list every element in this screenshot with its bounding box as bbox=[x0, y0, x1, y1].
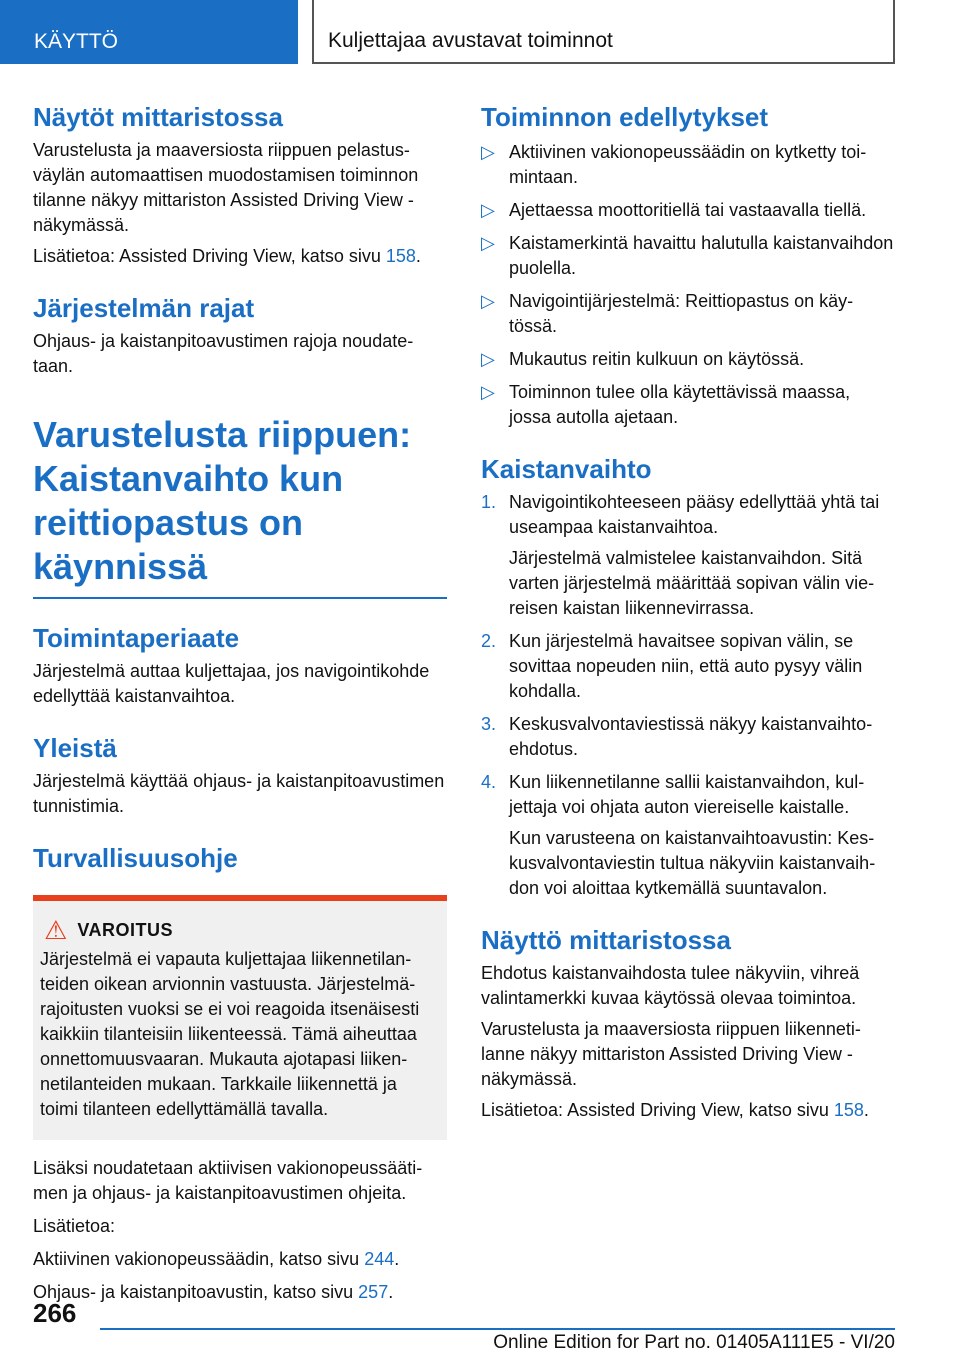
reference-steering: Ohjaus- ja kaistanpitoavustin, katso sivu 257. bbox=[33, 1282, 394, 1302]
list-item-text: Kaistamerkintä havaittu halutulla kaistanvaihdon puolella. bbox=[509, 233, 894, 278]
heading-principle: Toimintaperiaate bbox=[33, 623, 240, 653]
list-item bbox=[481, 289, 895, 339]
reference-text: Lisätietoa: Assisted Driving View, katso sivu bbox=[481, 1100, 834, 1120]
paragraph-display-1: Ehdotus kaistanvaihdosta tulee näkyviin, vihreä valintamerkki kuvaa käytössä olevaa toimintoa. bbox=[481, 963, 860, 1008]
page-number: 266 bbox=[33, 1298, 77, 1328]
heading-display: Näytöt mittaristossa bbox=[33, 102, 283, 132]
triangle-bullet-icon: ▷ bbox=[481, 291, 495, 311]
paragraph-principle: Järjestelmä auttaa kuljettajaa, jos navigointikohde edellyttää kaistanvaihtoa. bbox=[33, 661, 430, 706]
warning-triangle-icon: ⚠ bbox=[44, 915, 68, 945]
step-item bbox=[481, 712, 895, 762]
heading-prerequisites: Toiminnon edellytykset bbox=[481, 102, 769, 132]
list-item bbox=[481, 380, 895, 430]
list-item bbox=[481, 198, 895, 223]
step-item bbox=[481, 629, 895, 704]
footer-divider bbox=[100, 1328, 895, 1330]
reference-text: Ohjaus- ja kaistanpitoavustin, katso sivu bbox=[33, 1282, 359, 1302]
reference-acc: Aktiivinen vakionopeussäädin, katso sivu 244. bbox=[33, 1249, 400, 1269]
triangle-bullet-icon: ▷ bbox=[481, 200, 495, 220]
paragraph-display: Varustelusta ja maaversiosta riippuen pelastusväylän automaattisen muodostamisen toiminnon tilanne näkyy mittariston Assisted Driving View -näkymässä. bbox=[33, 140, 419, 235]
footer-edition: Online Edition for Part no. 01405A111E5 - VI/20 bbox=[493, 1332, 895, 1353]
list-item bbox=[481, 347, 895, 372]
triangle-bullet-icon: ▷ bbox=[481, 349, 495, 369]
step-number: 2. bbox=[481, 631, 497, 651]
triangle-bullet-icon: ▷ bbox=[481, 233, 495, 253]
chapter-title: Kuljettajaa avustavat toiminnot bbox=[312, 0, 895, 64]
step-item bbox=[481, 490, 895, 621]
paragraph-limits: Ohjaus- ja kaistanpitoavustimen rajoja noudatetaan. bbox=[33, 331, 414, 376]
warning-header bbox=[40, 917, 437, 943]
warning-text: Järjestelmä ei vapauta kuljettajaa liikennetilanteiden oikean arvionnin vastuusta. Järjestelmärajoitusten vuoksi se ei voi reagoida itsenäisesti kaikkiin tilanteisiin liikenteessä. Tämä aiheuttaa onnettomuusvaaran. Mukauta ajotapasi liikennetilanteiden mukaan. Tarkkaile liikennettä ja toimi tilanteen edellyttämällä tavalla. bbox=[40, 949, 420, 1119]
prerequisite-list bbox=[481, 140, 895, 430]
section-heading: Varustelusta riippuen: Kaistanvaihto kun reittiopastus on käynnissä bbox=[33, 413, 447, 599]
heading-display-right: Näyttö mittaristossa bbox=[481, 925, 731, 955]
reference-display: Lisätietoa: Assisted Driving View, katso sivu 158. bbox=[33, 246, 421, 266]
paragraph-display-2: Varustelusta ja maaversiosta riippuen liikennetilanne näkyy mittariston Assisted Driving View -näkymässä. bbox=[481, 1019, 861, 1089]
step-subtext: Järjestelmä valmistelee kaistanvaihdon. Sitä varten järjestelmä määrittää sopivan välin viereisen kaistan liikennevirrassa. bbox=[509, 548, 875, 618]
left-column bbox=[33, 100, 447, 1305]
list-item-text: Toiminnon tulee olla käytettävissä maassa, jossa autolla ajetaan. bbox=[509, 382, 851, 427]
page-link-158-right[interactable]: 158 bbox=[833, 1100, 864, 1120]
list-item-text: Ajettaessa moottoritiellä tai vastaavalla tiellä. bbox=[509, 200, 867, 220]
paragraph-general: Järjestelmä käyttää ohjaus- ja kaistanpitoavustimen tunnistimia. bbox=[33, 771, 445, 816]
step-text: Kun liikennetilanne sallii kaistanvaihdon, kuljettaja voi ohjata auton viereiselle kaistalle. bbox=[509, 772, 865, 817]
step-text: Navigointikohteeseen pääsy edellyttää yhtä tai useampaa kaistanvaihtoa. bbox=[509, 492, 880, 537]
list-item-text: Navigointijärjestelmä: Reittiopastus on käytössä. bbox=[509, 291, 854, 336]
step-number: 4. bbox=[481, 772, 497, 792]
list-item-text: Mukautus reitin kulkuun on käytössä. bbox=[509, 349, 805, 369]
reference-text: Aktiivinen vakionopeussäädin, katso sivu bbox=[33, 1249, 365, 1269]
heading-general: Yleistä bbox=[33, 733, 117, 763]
reference-text: Lisätietoa: Assisted Driving View, katso sivu bbox=[33, 246, 386, 266]
page-link-244[interactable]: 244 bbox=[364, 1249, 395, 1269]
triangle-bullet-icon: ▷ bbox=[481, 142, 495, 162]
step-text: Keskusvalvontaviestissä näkyy kaistanvaihtoehdotus. bbox=[509, 714, 873, 759]
list-item-text: Aktiivinen vakionopeussäädin on kytketty toimintaan. bbox=[509, 142, 867, 187]
step-item bbox=[481, 770, 895, 901]
page-link-158[interactable]: 158 bbox=[385, 246, 416, 266]
warning-title: VAROITUS bbox=[77, 919, 173, 940]
page-link-257[interactable]: 257 bbox=[358, 1282, 389, 1302]
step-text: Kun järjestelmä havaitsee sopivan välin, se sovittaa nopeuden niin, että auto pysyy välin kohdalla. bbox=[509, 631, 863, 701]
heading-lanechange: Kaistanvaihto bbox=[481, 454, 652, 484]
heading-limits: Järjestelmän rajat bbox=[33, 293, 255, 323]
reference-display-right: Lisätietoa: Assisted Driving View, katso sivu 158. bbox=[481, 1100, 869, 1120]
section-tab: KÄYTTÖ bbox=[0, 0, 298, 64]
step-number: 3. bbox=[481, 714, 497, 734]
list-item bbox=[481, 231, 895, 281]
triangle-bullet-icon: ▷ bbox=[481, 382, 495, 402]
paragraph-observe: Lisäksi noudatetaan aktiivisen vakionopeussäätimen ja ohjaus- ja kaistanpitoavustimen ohjeita. bbox=[33, 1158, 423, 1203]
step-subtext: Kun varusteena on kaistanvaihtoavustin: Keskusvalvontaviestin tultua näkyviin kaistanvaihdon voi aloittaa kytkemällä suuntavalon. bbox=[509, 828, 876, 898]
steps-list bbox=[481, 490, 895, 901]
list-item bbox=[481, 140, 895, 190]
step-number: 1. bbox=[481, 492, 497, 512]
more-info-label: Lisätietoa: bbox=[33, 1216, 116, 1236]
right-column bbox=[481, 100, 895, 1123]
warning-box bbox=[33, 895, 447, 1140]
heading-safety: Turvallisuusohje bbox=[33, 843, 238, 873]
